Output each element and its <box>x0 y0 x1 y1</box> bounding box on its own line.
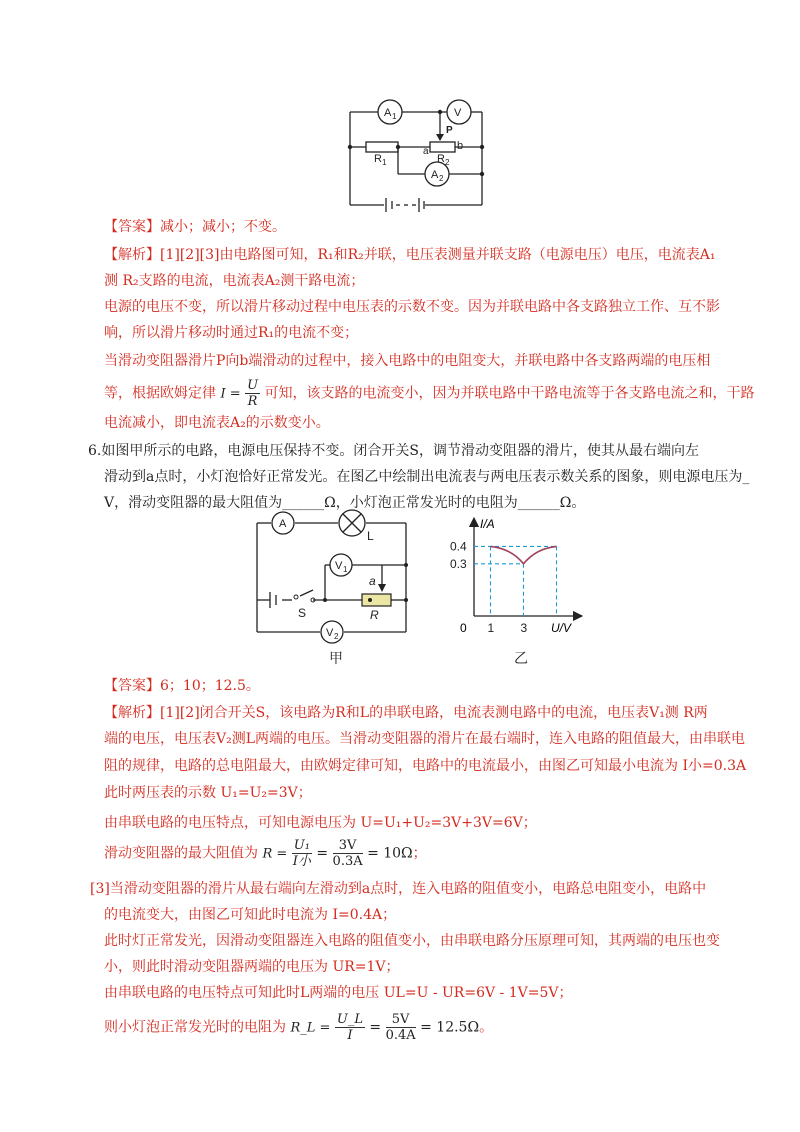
figure-label-jia: 甲 <box>329 651 343 667</box>
y-tick-label: 0.4 <box>450 539 467 554</box>
x-tick-label: 3 <box>520 621 528 635</box>
q6-analysis-line12: 则小灯泡正常发光时的电阻为 R_L = $\frac{U\_L}{I}$ = $\frac{5V}{0.4A}$ = 12.5Ω。 <box>104 1012 494 1043</box>
label-jia-l: L <box>367 529 374 543</box>
q5-analysis-line7: 电流减小，即电流表A₂的示数变小。 <box>104 415 330 431</box>
label-jia-v2: V <box>326 627 334 639</box>
label-jia-v2-sub: 2 <box>334 632 339 641</box>
label-r2-sub: 2 <box>445 158 450 167</box>
q5-analysis-line2: 测 R₂支路的电流，电流表A₂测干路电流； <box>104 273 365 289</box>
q6-question-line1: 6.如图甲所示的电路，电源电压保持不变。闭合开关S，调节滑动变阻器的滑片，使其从最右端向左 <box>88 443 699 459</box>
q6-analysis-line7: [3]当滑动变阻器的滑片从最右端向左滑动到a点时，连入电路的阻值变小，电路总电阻变小，电路中 <box>90 881 707 897</box>
q6-analysis-line10: 小，则此时滑动变阻器两端的电压为 UR=1V； <box>104 959 400 975</box>
label-r2: R <box>437 153 445 165</box>
label-b-end: b <box>457 140 464 152</box>
label-a-end: a <box>423 146 429 157</box>
y-axis-label: I/A <box>480 517 495 531</box>
label-jia-s: S <box>298 606 307 620</box>
q6-analysis-line6: 滑动变阻器的最大阻值为 R = $\frac{\text{U₁}}{\text{I小}}$ = $\frac{3V}{0.3A}$ = 10Ω； <box>104 838 427 869</box>
series-curve <box>491 546 557 563</box>
y-tick-label: 0.3 <box>450 556 467 571</box>
x-tick-label: 1 <box>487 621 495 635</box>
rl-fraction-2: $\frac{5V}{0.4A}$ <box>385 1012 416 1043</box>
q5-analysis-line5: 当滑动变阻器滑片P向b端滑动的过程中，接入电路中的电阻变大，并联电路中各支路两端的电压相 <box>104 353 711 369</box>
label-r1-sub: 1 <box>382 158 387 167</box>
ohm-law-fraction: $\frac{U}{R}$ <box>247 378 259 409</box>
q6-analysis-line3: 阻的规律，电路的总电阻最大，由欧姆定律可知，电路中的电流最小，由图乙可知最小电流为 I小=0.3A <box>104 758 747 774</box>
q6-question-line3: V，滑动变阻器的最大阻值为______Ω，小灯泡正常发光时的电阻为______Ω。 <box>104 495 586 511</box>
q6-analysis-line8: 的电流变大，由图乙可知此时电流为 I=0.4A； <box>104 907 397 923</box>
rmax-fraction-1: $\frac{\text{U₁}}{\text{I小}}$ <box>292 838 311 869</box>
label-v: V <box>454 107 462 119</box>
q6-answer: 【答案】6；10；12.5。 <box>104 678 260 694</box>
label-a2: A <box>431 169 439 181</box>
rmax-fraction-2: $\frac{3V}{0.3A}$ <box>332 838 363 869</box>
label-jia-v1: V <box>335 560 343 572</box>
q6-analysis-line4: 此时两压表的示数 U₁=U₂=3V； <box>104 785 312 801</box>
x-axis-label: U/V <box>551 621 572 635</box>
label-jia-point-a: a <box>369 574 376 588</box>
q5-analysis-line4: 响，所以滑片移动时通过R₁的电流不变； <box>104 325 359 341</box>
label-jia-v1-sub: 1 <box>343 565 348 574</box>
q5-analysis-line6: 等，根据欧姆定律 I = $\frac{U}{R}$ 可知，该支路的电流变小，因为并联电路中干路电流等于各支路电流之和，干路 <box>104 378 755 409</box>
q6-analysis-line9: 此时灯正常发光，因滑动变阻器连入电路的阻值变小，由串联电路分压原理可知，其两端的电压也变 <box>104 933 720 949</box>
q6-analysis-line1: 【解析】[1][2]闭合开关S，该电路为R和L的串联电路，电流表测电路中的电流，电压表V₁测 R两 <box>104 705 708 721</box>
rl-fraction-1: $\frac{U\_L}{I}$ <box>336 1012 363 1043</box>
q5-analysis-line1: 【解析】[1][2][3]由电路图可知，R₁和R₂并联，电压表测量并联支路（电源电压）电压，电流表A₁ <box>104 247 716 263</box>
label-a2-sub: 2 <box>439 174 444 183</box>
q5-analysis-line3: 电源的电压不变，所以滑片移动过程中电压表的示数不变。因为并联电路中各支路独立工作、互不影 <box>104 299 720 315</box>
label-jia-a: A <box>279 518 287 530</box>
label-a1: A <box>384 107 392 119</box>
label-p: P <box>446 125 453 136</box>
q5-answer: 【答案】减小；减小；不变。 <box>104 219 286 235</box>
q6-analysis-line2: 端的电压，电压表V₂测L两端的电压。当滑动变阻器的滑片在最右端时，连入电路的阻值最大，由串联电 <box>104 731 746 747</box>
label-r1: R <box>374 153 382 165</box>
q6-analysis-line11: 由串联电路的电压特点可知此时L两端的电压 UL=U - UR=6V - 1V=5V； <box>104 985 573 1001</box>
label-a1-sub: 1 <box>392 112 397 121</box>
label-jia-r: R <box>370 608 379 622</box>
origin-label: 0 <box>460 621 467 635</box>
q6-question-line2: 滑动到a点时，小灯泡恰好正常发光。在图乙中绘制出电流表与两电压表示数关系的图象，则电源电压为_ <box>104 469 750 485</box>
figure-label-yi: 乙 <box>514 651 528 667</box>
q6-analysis-line5: 由串联电路的电压特点，可知电源电压为 U=U₁+U₂=3V+3V=6V； <box>104 815 537 831</box>
